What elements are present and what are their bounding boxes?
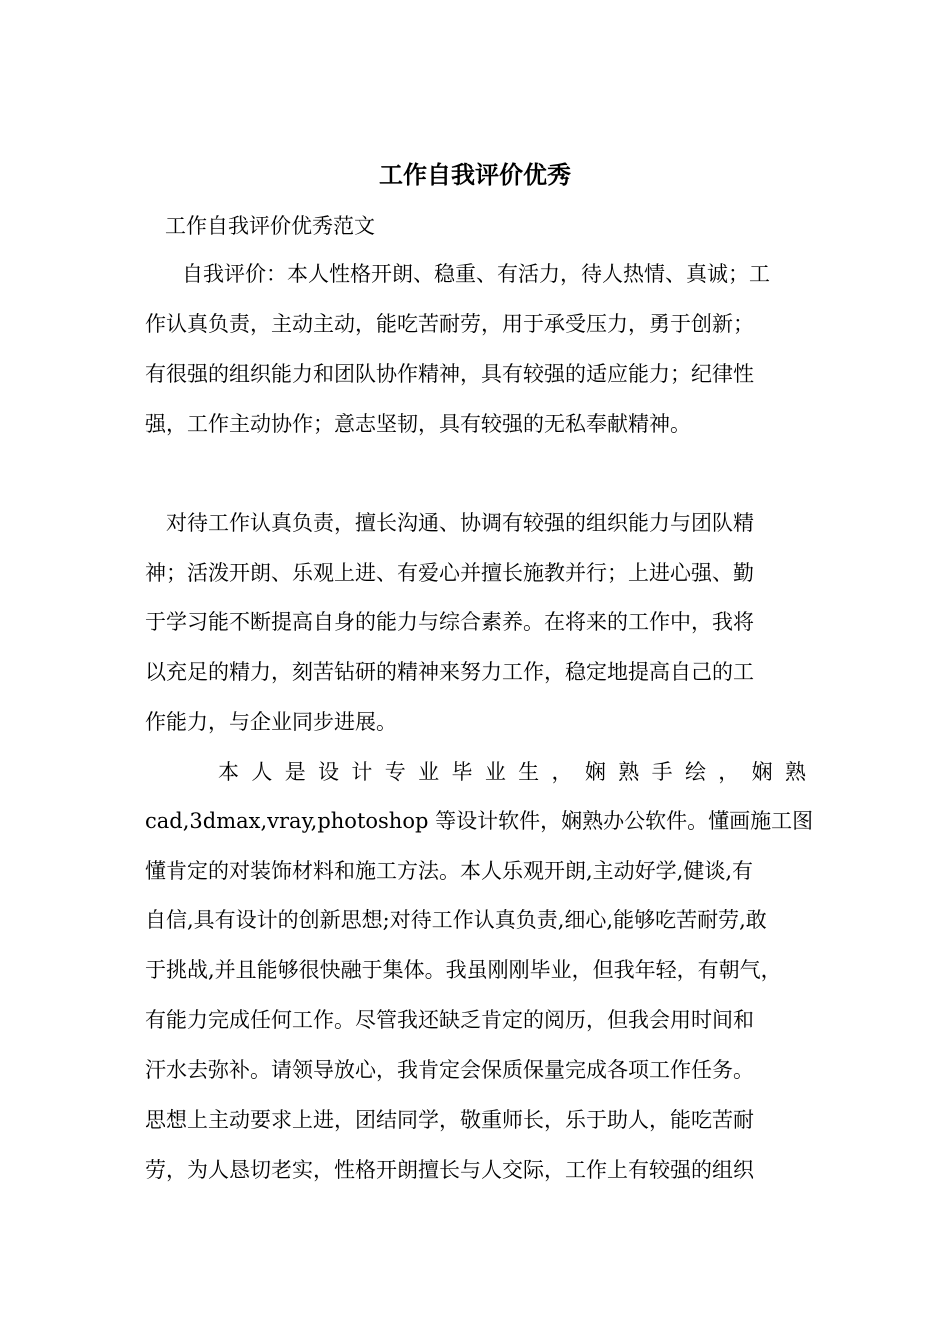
paragraph-line: 于学习能不断提高自身的能力与综合素养。在将来的工作中，我将	[145, 610, 754, 634]
paragraph-line: 对待工作认真负责，擅长沟通、协调有较强的组织能力与团队精	[166, 511, 754, 535]
paragraph-line: 于挑战,并且能够很快融于集体。我虽刚刚毕业，但我年轻，有朝气，	[145, 958, 782, 982]
document-title: 工作自我评价优秀	[379, 160, 571, 189]
paragraph-line: 劳，为人恳切老实，性格开朗擅长与人交际，工作上有较强的组织	[145, 1158, 754, 1182]
document-subtitle: 工作自我评价优秀范文	[165, 214, 375, 238]
paragraph-line: 自信,具有设计的创新思想;对待工作认真负责,细心,能够吃苦耐劳,敢	[145, 908, 767, 932]
paragraph-line: cad,3dmax,vray,photoshop 等设计软件，娴熟办公软件。懂画施工图	[145, 809, 814, 833]
paragraph-line: 汗水去弥补。请领导放心，我肯定会保质保量完成各项工作任务。	[145, 1058, 754, 1082]
paragraph-line: 作能力，与企业同步进展。	[145, 710, 397, 734]
paragraph-line: 有能力完成任何工作。尽管我还缺乏肯定的阅历，但我会用时间和	[145, 1008, 754, 1032]
paragraph-line: 本人是设计专业毕业生，娴熟手绘，娴熟	[218, 760, 806, 784]
paragraph-line: 以充足的精力，刻苦钻研的精神来努力工作，稳定地提高自己的工	[145, 660, 754, 684]
paragraph-line: 自我评价：本人性格开朗、稳重、有活力，待人热情、真诚；工	[182, 262, 770, 286]
paragraph-line: 有很强的组织能力和团队协作精神，具有较强的适应能力；纪律性	[145, 362, 754, 386]
paragraph-line: 强，工作主动协作；意志坚韧，具有较强的无私奉献精神。	[145, 412, 691, 436]
paragraph-line: 思想上主动要求上进，团结同学，敬重师长，乐于助人，能吃苦耐	[145, 1108, 754, 1132]
paragraph-line: 神；活泼开朗、乐观上进、有爱心并擅长施教并行；上进心强、勤	[145, 561, 754, 585]
paragraph-line: 懂肯定的对装饰材料和施工方法。本人乐观开朗,主动好学,健谈,有	[145, 859, 754, 883]
paragraph-line: 作认真负责，主动主动，能吃苦耐劳，用于承受压力，勇于创新；	[145, 312, 754, 336]
